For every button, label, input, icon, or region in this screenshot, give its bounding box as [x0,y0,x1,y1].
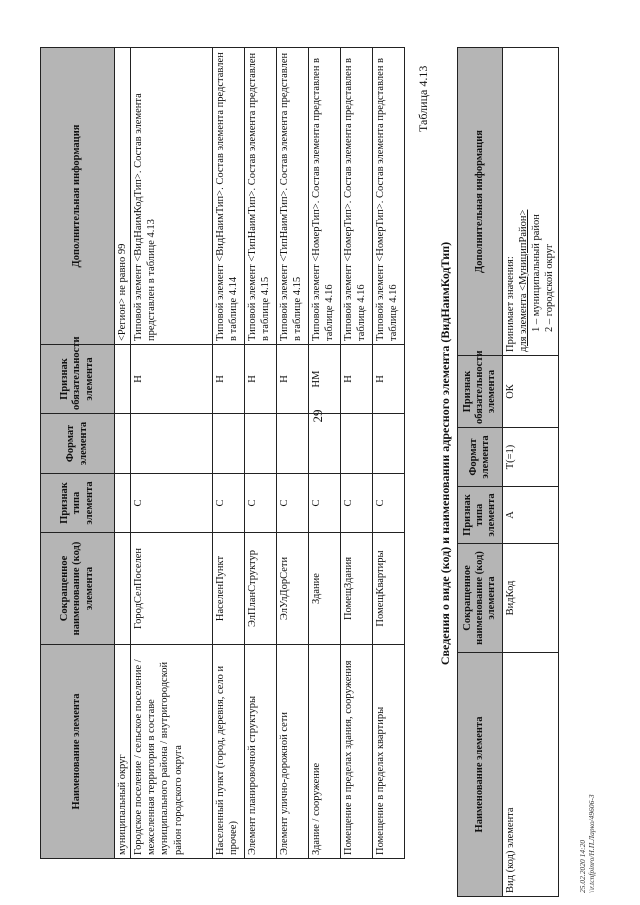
stamp-date: 25.02.2020 14:20 [578,839,587,893]
cell-format [373,414,405,474]
table-header-row [41,48,115,859]
cell-required: Н [245,345,277,414]
cell-code: ЭлУлДорСети [277,533,309,645]
cell-format: T(=1) [503,428,559,487]
col-header-code: Сокращенное наименование (код) элемента [41,533,115,645]
cell-required: Н [131,345,213,414]
cell-info: Типовой элемент <ТипНаимТип>. Состав элемента представлен в таблице 4.15 [245,48,277,345]
cell-type: А [503,487,559,544]
col-header-info: Дополнительная информация [41,48,115,345]
cell-required: Н [373,345,405,414]
option-item: 2 – городской округ [544,243,556,332]
table-row [131,48,213,859]
cell-type [115,474,131,533]
cell-code: ГородСелПоселен [131,533,213,645]
info-for: для элемента <МуниципРайон> [518,209,530,352]
cell-info: Типовой элемент <НомерТип>. Состав элемента представлен в таблице 4.16 [309,48,341,345]
cell-info: Типовой элемент <ВидНаимКодТип>. Состав элемента представлен в таблице 4.13 [131,48,213,345]
cell-required: НМ [309,345,341,414]
cell-name: муниципальный округ [115,645,131,859]
cell-format [131,414,213,474]
col-header-type: Признак типа элемента [458,487,503,544]
cell-required [115,345,131,414]
cell-type: С [245,474,277,533]
vid-naim-kod-table [457,47,559,897]
col-header-required: Признак обязательности элемента [41,345,115,414]
cell-type: С [373,474,405,533]
cell-info: Типовой элемент <НомерТип>. Состав элемента представлен в таблице 4.16 [341,48,373,345]
col-header-format: Формат элемента [41,414,115,474]
cell-info: Типовой элемент <ВидНаимТип>. Состав элемента представлен в таблице 4.14 [213,48,245,345]
col-header-code: Сокращенное наименование (код) элемента [458,544,503,653]
cell-code: Здание [309,533,341,645]
cell-format [115,414,131,474]
cell-code: ПомещЗдания [341,533,373,645]
info-intro: Принимает значения: [505,256,516,352]
cell-name: Здание / сооружение [309,645,341,859]
page-number: 29 [310,409,325,423]
cell-info: Типовой элемент <НомерТип>. Состав элемента представлен в таблице 4.16 [373,48,405,345]
col-header-name: Наименование элемента [41,645,115,859]
table-row [277,48,309,859]
cell-code: ПомещКвартиры [373,533,405,645]
section-title: Сведения о виде (код) и наименовании адресного элемента (ВидНаимКодТип) [438,241,452,666]
col-header-type: Признак типа элемента [41,474,115,533]
cell-name: Элемент улично-дорожной сети [277,645,309,859]
cell-code: ЭлПланСтруктур [245,533,277,645]
cell-format [213,414,245,474]
stamp-path: \\r.tcnfpinro/Н.П.Ларко/49606-3 [587,794,597,893]
cell-name: Помещение в пределах квартиры [373,645,405,859]
cell-name: Населенный пункт (город, деревня, село и прочее) [213,645,245,859]
col-header-info: Дополнительная информация [458,48,503,356]
cell-info [503,48,559,356]
option-item: 1 – муниципальный район [531,214,543,332]
address-elements-table [40,47,405,859]
cell-required: Н [213,345,245,414]
cell-format [245,414,277,474]
cell-type: С [341,474,373,533]
table-row [115,48,131,859]
cell-required: ОК [503,356,559,428]
cell-type: С [131,474,213,533]
table-row [245,48,277,859]
table-row [309,48,341,859]
col-header-name: Наименование элемента [458,653,503,897]
cell-format [341,414,373,474]
cell-code: ВидКод [503,544,559,653]
col-header-required: Признак обязательности элемента [458,356,503,428]
cell-name: Городское поселение / сельское поселение / межселенная территория в составе муниципального района / внутригородской район городского округа [131,645,213,859]
cell-code: НаселенПункт [213,533,245,645]
cell-type: С [213,474,245,533]
col-header-format: Формат элемента [458,428,503,487]
document-stamp [578,794,597,893]
table-row [503,48,559,897]
cell-name: Элемент планировочной структуры [245,645,277,859]
table-label: Таблица 4.13 [416,65,430,132]
cell-type: С [309,474,341,533]
table-row [341,48,373,859]
cell-required: Н [277,345,309,414]
cell-format [309,414,341,474]
cell-info: Типовой элемент <ТипНаимТип>. Состав элемента представлен в таблице 4.15 [277,48,309,345]
table-header-row [458,48,503,897]
cell-name: Помещение в пределах здания, сооружения [341,645,373,859]
options-list [530,51,556,332]
cell-code [115,533,131,645]
table-row [213,48,245,859]
cell-name: Вид (код) элемента [503,653,559,897]
table-row [373,48,405,859]
cell-required: Н [341,345,373,414]
cell-info: <Регион> не равно 99 [115,48,131,345]
cell-type: С [277,474,309,533]
cell-format [277,414,309,474]
